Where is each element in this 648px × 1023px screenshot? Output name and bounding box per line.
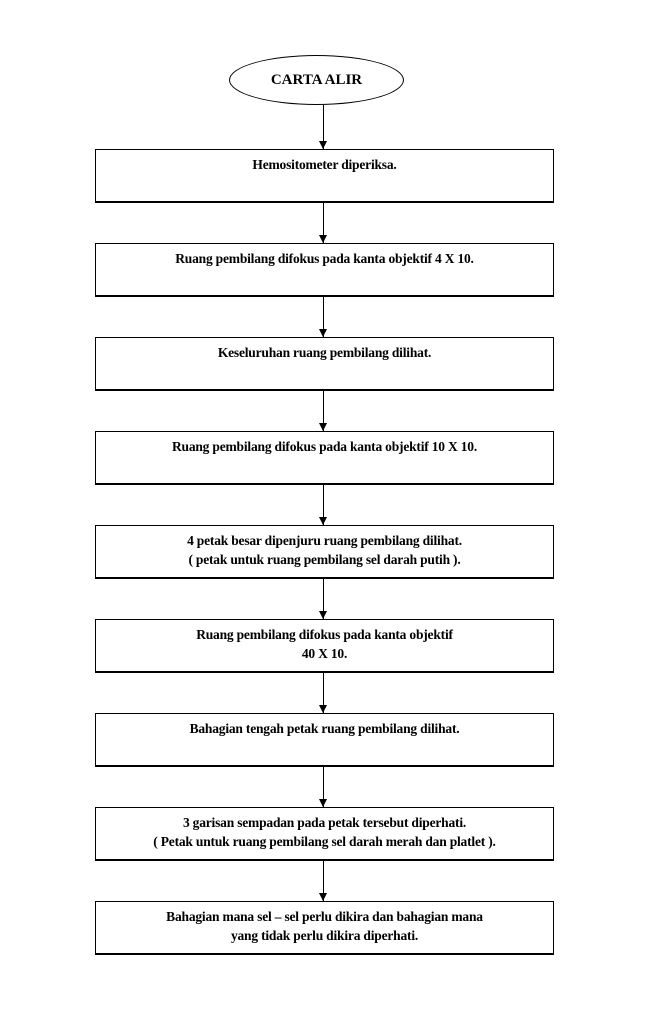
- connector-arrow: [323, 105, 325, 149]
- step-text: 4 petak besar dipenjuru ruang pembilang dilihat.: [187, 533, 462, 548]
- arrowhead-icon: [319, 423, 327, 431]
- connector-arrow: [323, 579, 325, 619]
- process-step-3: [95, 337, 554, 391]
- start-terminal: [229, 55, 404, 105]
- arrowhead-icon: [319, 799, 327, 807]
- process-step-4: [95, 431, 554, 485]
- step-text: Bahagian tengah petak ruang pembilang dilihat.: [189, 721, 460, 736]
- step-text: Keseluruhan ruang pembilang dilihat.: [217, 345, 432, 360]
- step-text: Ruang pembilang difokus pada kanta objektif: [196, 627, 453, 642]
- process-step-7: [95, 713, 554, 767]
- arrowhead-icon: [319, 235, 327, 243]
- arrowhead-icon: [319, 705, 327, 713]
- connector-arrow: [323, 391, 325, 431]
- arrowhead-icon: [319, 329, 327, 337]
- connector-arrow: [323, 767, 325, 807]
- connector-arrow: [323, 203, 325, 243]
- step-text: Hemositometer diperiksa.: [252, 157, 397, 172]
- arrowhead-icon: [319, 517, 327, 525]
- connector-arrow: [323, 673, 325, 713]
- arrowhead-icon: [319, 141, 327, 149]
- arrowhead-icon: [319, 611, 327, 619]
- process-step-8: [95, 807, 554, 861]
- step-text: ( Petak untuk ruang pembilang sel darah merah dan platlet ).: [153, 834, 496, 849]
- process-step-5: [95, 525, 554, 579]
- step-text: Ruang pembilang difokus pada kanta objektif 10 X 10.: [171, 439, 478, 454]
- process-step-9: [95, 901, 554, 955]
- step-text: 40 X 10.: [301, 646, 348, 661]
- process-step-1: [95, 149, 554, 203]
- step-text: yang tidak perlu dikira diperhati.: [230, 928, 419, 943]
- step-text: Bahagian mana sel – sel perlu dikira dan bahagian mana: [166, 909, 483, 924]
- connector-arrow: [323, 297, 325, 337]
- connector-arrow: [323, 861, 325, 901]
- step-text: Ruang pembilang difokus pada kanta objektif 4 X 10.: [175, 251, 474, 266]
- arrowhead-icon: [319, 893, 327, 901]
- flowchart-title: CARTA ALIR: [270, 71, 363, 88]
- process-step-2: [95, 243, 554, 297]
- connector-arrow: [323, 485, 325, 525]
- process-step-6: [95, 619, 554, 673]
- step-text: 3 garisan sempadan pada petak tersebut diperhati.: [182, 815, 467, 830]
- step-text: ( petak untuk ruang pembilang sel darah putih ).: [188, 552, 461, 567]
